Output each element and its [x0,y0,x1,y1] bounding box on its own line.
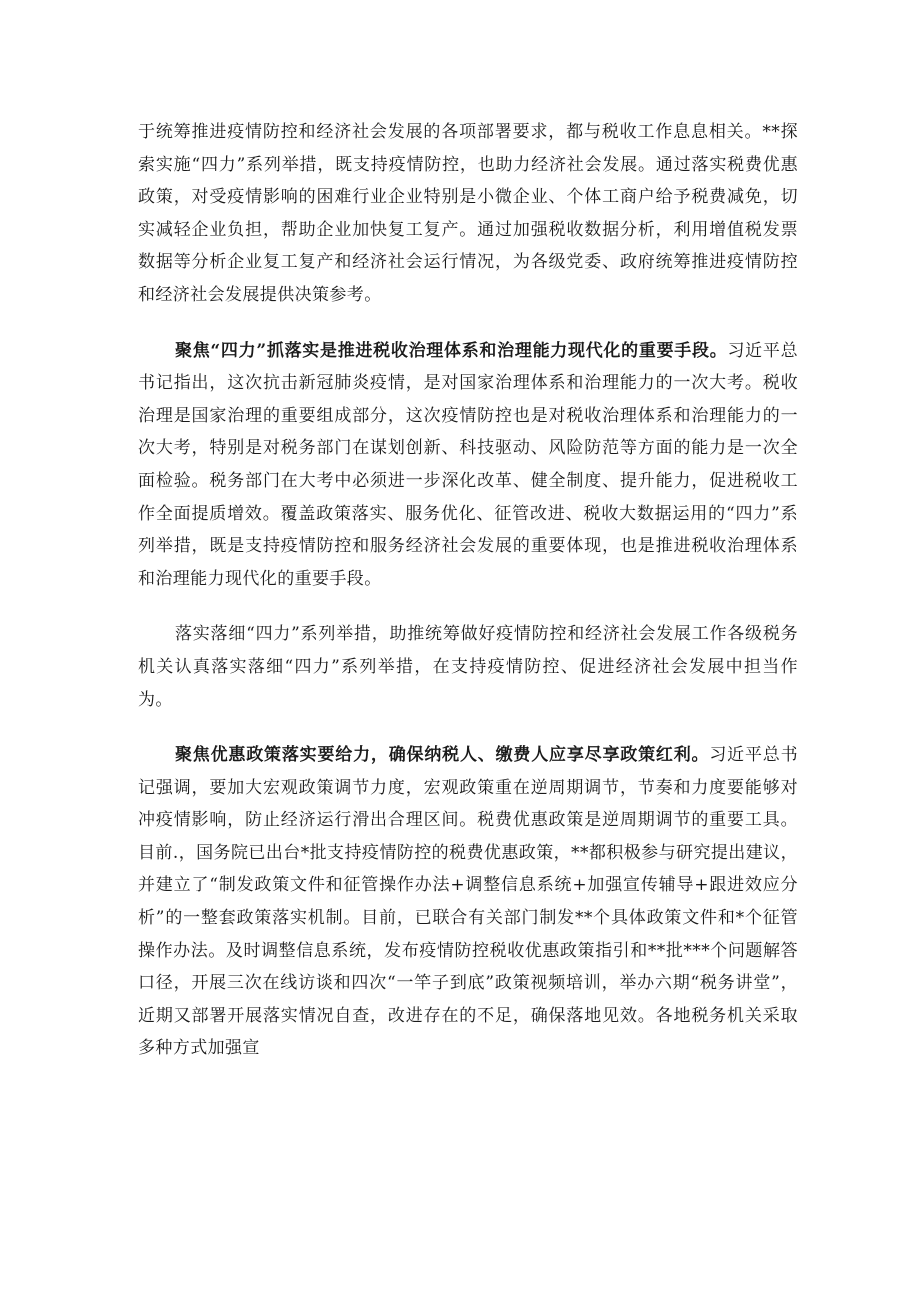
paragraph-1: 于统筹推进疫情防控和经济社会发展的各项部署要求，都与税收工作息息相关。**探索实施“四力”系列举措，既支持疫情防控，也助力经济社会发展。通过落实税费优惠政策，对受疫情影响的困难行业企业特别是小微企业、个体工商户给予税费减免，切实减轻企业负担，帮助企业加快复工复产。通过加强税收数据分析，利用增值税发票数据等分析企业复工复产和经济社会运行情况，为各级党委、政府统筹推进疫情防控和经济社会发展提供决策参考。 [138,122,798,305]
paragraph-4-heading: 聚焦优惠政策落实要给力，确保纳税人、缴费人应享尽享政策红利。 [175,745,710,766]
document-page [138,116,798,1088]
paragraph-2-body: 习近平总书记指出，这次抗击新冠肺炎疫情，是对国家治理体系和治理能力的一次大考。税收治理是国家治理的重要组成部分，这次疫情防控也是对税收治理体系和治理能力的一次大考，特别是对税务部门在谋划创新、科技驱动、风险防范等方面的能力是一次全面检验。税务部门在大考中必须进一步深化改革、健全制度、提升能力，促进税收工作全面提质增效。覆盖政策落实、服务优化、征管改进、税收大数据运用的“四力”系列举措，既是支持疫情防控和服务经济社会发展的重要体现，也是推进税收治理体系和治理能力现代化的重要手段。 [138,340,798,589]
paragraph-4 [138,739,798,1065]
paragraph-2 [138,335,798,596]
paragraph-2-heading: 聚焦“四力”抓落实是推进税收治理体系和治理能力现代化的重要手段。 [175,340,728,361]
paragraph-3: 落实落细“四力”系列举措，助推统筹做好疫情防控和经济社会发展工作各级税务机关认真落实落细“四力”系列举措，在支持疫情防控、促进经济社会发展中担当作为。 [138,624,798,710]
paragraph-4-body: 习近平总书记强调，要加大宏观政策调节力度，宏观政策重在逆周期调节，节奏和力度要能够对冲疫情影响，防止经济运行滑出合理区间。税费优惠政策是逆周期调节的重要工具。目前.，国务院已出台*批支持疫情防控的税费优惠政策，**都积极参与研究提出建议，并建立了“制发政策文件和征管操作办法+调整信息系统+加强宣传辅导+跟进效应分析”的一整套政策落实机制。目前，已联合有关部门制发**个具体政策文件和*个征管操作办法。及时调整信息系统，发布疫情防控税收优惠政策指引和**批***个问题解答口径，开展三次在线访谈和四次“一竿子到底”政策视频培训，举办六期“税务讲堂”，近期又部署开展落实情况自查，改进存在的不足，确保落地见效。各地税务机关采取多种方式加强宣 [138,745,799,1059]
